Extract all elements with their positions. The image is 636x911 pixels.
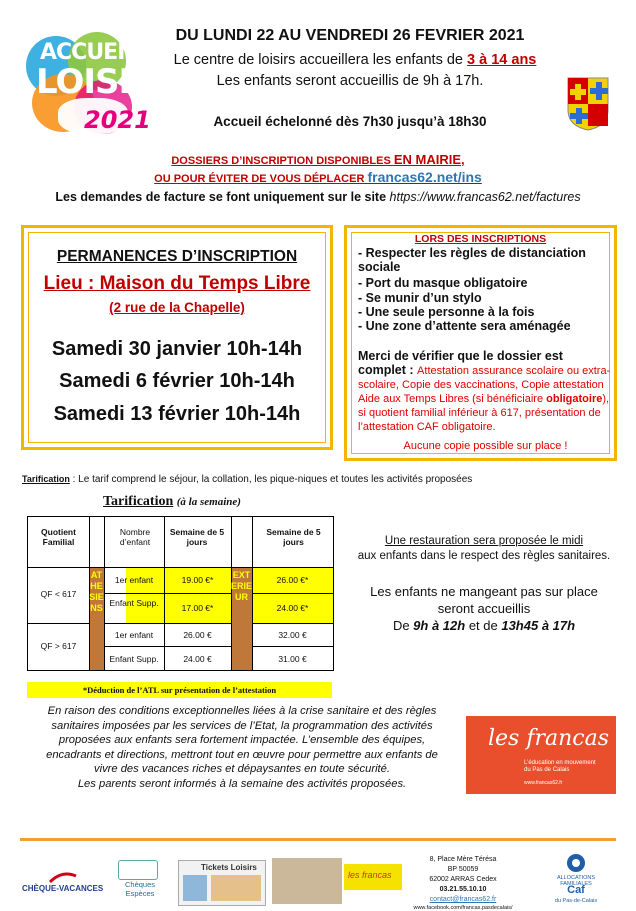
inscription-rule: - Port du masque obligatoire: [358, 276, 528, 290]
cheques-especes-logo: Chèques Espèces: [114, 860, 164, 900]
nombre-cell: 1er enfant: [114, 630, 154, 640]
header-quotient: Quotient Familial: [41, 527, 76, 547]
inscription-rule: - Respecter les règles de distanciation sociale: [358, 246, 586, 274]
francas-photo: les francas: [344, 864, 402, 890]
price-cell: 24.00 €: [183, 654, 212, 664]
athesiens-label: ATHESIENS: [89, 570, 104, 613]
tarification-line: Tarification : Le tarif comprend le séjour, la collation, les pique-niques et toutes les activités proposées: [22, 474, 473, 485]
age-range: 3 à 14 ans: [467, 52, 537, 68]
restauration-line: aux enfants dans le respect des règles sanitaires.: [357, 550, 611, 562]
header-semaine-exterieur: Semaine de 5 jours: [266, 527, 321, 547]
francas-ins-link[interactable]: francas62.net/ins: [367, 169, 482, 185]
tarification-title: Tarification (à la semaine): [103, 494, 241, 509]
aucune-copie-note: Aucune copie possible sur place !: [403, 440, 568, 452]
price-cell: 19.00 €*: [181, 575, 214, 585]
permanence-date: Samedi 13 février 10h-14h: [53, 403, 301, 425]
restauration-hours: De 9h à 12h et de 13h45 à 17h: [392, 618, 576, 633]
price-cell: 31.00 €: [278, 654, 307, 664]
caf-emblem-icon: [561, 852, 591, 874]
header-semaine-athesiens: Semaine de 5 jours: [169, 527, 225, 547]
francas-logo: les francas L’éducation en mouvement du Pas de Calais www.francas62.fr: [466, 716, 616, 794]
inscription-rule: - Une zone d’attente sera aménagée: [358, 319, 571, 333]
tickets-loisirs-logo: Tickets Loisirs: [178, 860, 266, 906]
price-cell: 32.00 €: [278, 630, 307, 640]
price-cell: 24.00 €*: [276, 603, 309, 613]
permanence-date: Samedi 6 février 10h-14h: [59, 370, 295, 392]
dossiers-line: DOSSIERS D’INSCRIPTION DISPONIBLES EN MAIRIE,: [171, 152, 465, 167]
footer-divider: [20, 838, 616, 841]
coat-of-arms-icon: [566, 76, 610, 132]
tarif-table: [27, 516, 334, 671]
restauration-line: Les enfants ne mangeant pas sur place: [370, 584, 598, 599]
logo-line2: LOISIRS: [36, 62, 179, 102]
phone-number: 03.21.55.10.10: [439, 886, 487, 893]
logo-year: 2021: [84, 106, 151, 134]
restauration-title: Une restauration sera proposée le midi: [384, 535, 584, 547]
permanences-address: (2 rue de la Chapelle): [109, 300, 245, 315]
inscription-rule: - Une seule personne à la fois: [358, 305, 535, 319]
online-line: OU POUR ÉVITER DE VOUS DÉPLACER francas62.net/ins: [154, 169, 482, 185]
nombre-cell: Enfant Supp.: [109, 654, 159, 664]
children-photo: [272, 858, 342, 904]
logo-line1: ACCUEIL: [40, 40, 138, 65]
qf-low: QF < 617: [40, 589, 77, 599]
permanences-lieu: Lieu : Maison du Temps Libre: [43, 273, 311, 294]
page-title: DU LUNDI 22 AU VENDREDI 26 FEVRIER 2021: [175, 27, 525, 44]
hours-line: Les enfants seront accueillis de 9h à 17h.: [216, 73, 484, 89]
age-line: Le centre de loisirs accueillera les enfants de 3 à 14 ans: [173, 52, 537, 68]
factures-line: Les demandes de facture se font uniquement sur le site https://www.francas62.net/factures: [55, 190, 581, 204]
caf-logo: ALLOCATIONS FAMILIALES Caf du Pas-de-Calais: [544, 852, 608, 908]
accueil-loisirs-logo: [22, 28, 179, 136]
nombre-cell: Enfant Supp.: [109, 598, 159, 608]
facebook-link[interactable]: www.facebook.com/francas.pasdecalais/: [413, 905, 513, 911]
inscriptions-title: LORS DES INSCRIPTIONS: [414, 233, 547, 245]
permanences-title: PERMANENCES D’INSCRIPTION: [56, 248, 298, 265]
price-cell: 26.00 €*: [276, 575, 309, 585]
price-cell: 26.00 €: [183, 630, 212, 640]
inscription-rule: - Se munir d’un stylo: [358, 291, 482, 305]
banknote-icon: [118, 860, 158, 880]
contact-address: 8, Place Mère Térésa BP 50059 62002 ARRAS Cedex 03.21.55.10.10 contact@francas62.fr www.facebook.com/francas.pasdecalais/: [404, 856, 522, 911]
swoosh-icon: [48, 872, 78, 884]
covid-paragraph: En raison des conditions exceptionnelles liées à la crise sanitaire et des règles sanitaires imposées par les services de l’Etat, la programmation des activités proposées aux enfants sera fortement impactée. L’ensemble des équipes, encadrants et directions, mettront tout en œuvre pour permettre aux enfants de vivre des vacances riches et dépaysantes en toute sécurité. Les parents seront informés à la semaine des activités proposées.: [46, 705, 438, 790]
header-nombre: Nombre d’enfant: [119, 527, 151, 547]
cheque-vacances-logo: CHÈQUE-VACANCES: [22, 872, 108, 894]
accueil-line: Accueil échelonné dès 7h30 jusqu’à 18h30: [213, 114, 487, 129]
qf-high: QF > 617: [40, 641, 77, 651]
contact-email[interactable]: contact@francas62.fr: [429, 896, 497, 903]
restauration-line: seront accueillis: [437, 601, 531, 616]
merci-text: Merci de vérifier que le dossier est complet : Attestation assurance scolaire ou extra-scolaire, Copie des vaccinations, Copie attestation Aide aux Temps Libres (si bénéficiaire obligatoire), si quotient familial inférieur à 617, présentation de l’attestation CAF obligatoire.: [358, 349, 611, 433]
price-cell: 17.00 €*: [181, 603, 214, 613]
permanence-date: Samedi 30 janvier 10h-14h: [51, 338, 303, 360]
atl-footnote: *Déduction de l’ATL sur présentation de l’attestation: [27, 682, 332, 698]
nombre-cell: 1er enfant: [114, 575, 154, 585]
factures-url[interactable]: https://www.francas62.net/factures: [389, 190, 581, 204]
exterieur-label: EXTERIEUR: [231, 570, 253, 602]
